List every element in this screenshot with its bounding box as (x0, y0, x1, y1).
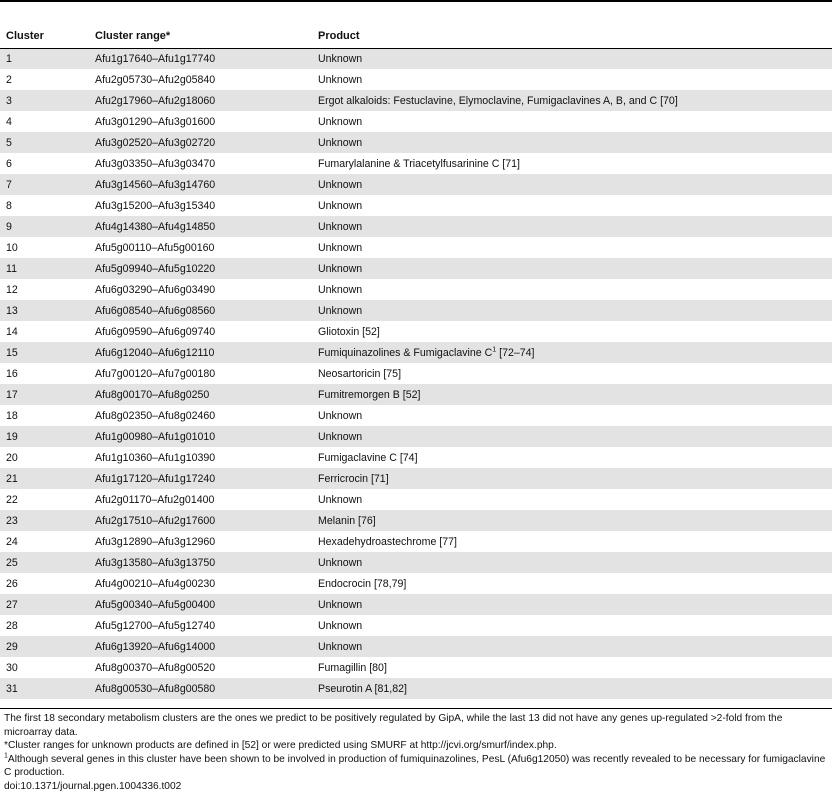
cell-product (312, 531, 832, 552)
cell-cluster-range: Afu6g12040–Afu6g12110 (95, 346, 215, 359)
footnote-1 (4, 753, 830, 780)
cell-cluster-range: Afu3g14560–Afu3g14760 (95, 178, 216, 191)
product-text: Ergot alkaloids: Festuclavine, Elymoclavine, Fumigaclavines A, B, and C [70] (318, 94, 678, 107)
table-row (0, 279, 832, 300)
cell-cluster: 28 (6, 619, 18, 632)
cell-cluster-range: Afu6g03290–Afu6g03490 (95, 283, 216, 296)
table-row (0, 90, 832, 111)
product-text: Unknown (318, 178, 363, 191)
cell-cluster-range: Afu1g17640–Afu1g17740 (95, 52, 216, 65)
cell-product (312, 573, 832, 594)
table-row (0, 195, 832, 216)
table-row (0, 531, 832, 552)
table-row (0, 174, 832, 195)
cell-product (312, 510, 832, 531)
table-row (0, 258, 832, 279)
table-row (0, 510, 832, 531)
cell-product (312, 447, 832, 468)
cell-cluster: 9 (6, 220, 12, 233)
cell-product (312, 111, 832, 132)
table-row (0, 342, 832, 363)
table-row (0, 321, 832, 342)
product-text: Unknown (318, 73, 363, 86)
table-row (0, 48, 832, 69)
cell-product (312, 384, 832, 405)
product-text: Unknown (318, 640, 363, 653)
cell-cluster: 11 (6, 262, 17, 275)
cell-cluster: 23 (6, 514, 18, 527)
table-row (0, 657, 832, 678)
cell-cluster: 24 (6, 535, 18, 548)
cell-cluster: 15 (6, 346, 18, 359)
product-text: Unknown (318, 136, 363, 149)
cell-cluster: 14 (6, 325, 18, 338)
product-text: Unknown (318, 430, 363, 443)
footnote-asterisk: *Cluster ranges for unknown products are defined in [52] or were predicted using SMURF at http://jcvi.org/smurf/index.php. (4, 740, 557, 751)
cell-cluster-range: Afu2g05730–Afu2g05840 (95, 73, 216, 86)
table-row (0, 573, 832, 594)
product-text: Unknown (318, 115, 363, 128)
cell-product (312, 48, 832, 69)
table-row (0, 111, 832, 132)
cell-cluster: 27 (6, 598, 18, 611)
product-text: Fumitremorgen B [52] (318, 388, 421, 401)
cell-cluster-range: Afu6g08540–Afu6g08560 (95, 304, 216, 317)
product-text: Fumigaclavine C [74] (318, 451, 418, 464)
doi-line: doi:10.1371/journal.pgen.1004336.t002 (4, 780, 182, 792)
cell-cluster: 22 (6, 493, 18, 506)
product-text: Unknown (318, 493, 363, 506)
cell-cluster-range: Afu5g09940–Afu5g10220 (95, 262, 216, 275)
cell-cluster-range: Afu3g15200–Afu3g15340 (95, 199, 216, 212)
cell-cluster-range: Afu2g01170–Afu2g01400 (95, 493, 215, 506)
table-row (0, 426, 832, 447)
table-row (0, 153, 832, 174)
cell-cluster-range: Afu8g00170–Afu8g0250 (95, 388, 210, 401)
table-row (0, 384, 832, 405)
cell-product (312, 594, 832, 615)
product-text: Gliotoxin [52] (318, 325, 380, 338)
cell-cluster-range: Afu1g17120–Afu1g17240 (95, 472, 216, 485)
cell-cluster-range: Afu6g09590–Afu6g09740 (95, 325, 216, 338)
cell-product (312, 615, 832, 636)
table-row (0, 300, 832, 321)
table-row (0, 489, 832, 510)
cell-cluster: 19 (6, 430, 18, 443)
table-row (0, 615, 832, 636)
cell-cluster: 29 (6, 640, 18, 653)
footnote-1-text: Although several genes in this cluster have been shown to be involved in production of fumiquinazolines, PesL (Afu6g12050) was recently revealed to be necessary for fumigaclavine C production. (4, 753, 826, 778)
product-text: Unknown (318, 199, 363, 212)
cell-cluster: 20 (6, 451, 18, 464)
table-row (0, 468, 832, 489)
cell-cluster-range: Afu6g13920–Afu6g14000 (95, 640, 216, 653)
cell-cluster: 26 (6, 577, 18, 590)
cell-cluster: 13 (6, 304, 18, 317)
cell-product (312, 216, 832, 237)
header-row (0, 24, 832, 48)
cell-product (312, 363, 832, 384)
cell-cluster: 21 (6, 472, 18, 485)
top-rule (0, 0, 832, 2)
product-text: Pseurotin A [81,82] (318, 682, 407, 695)
cell-cluster-range: Afu1g00980–Afu1g01010 (95, 430, 216, 443)
product-text: Unknown (318, 556, 363, 569)
cell-cluster-range: Afu4g14380–Afu4g14850 (95, 220, 216, 233)
product-text: Unknown (318, 283, 363, 296)
product-text: Unknown (318, 598, 363, 611)
cell-cluster-range: Afu5g12700–Afu5g12740 (95, 619, 216, 632)
cell-cluster: 4 (6, 115, 12, 128)
cell-product (312, 426, 832, 447)
cell-product (312, 678, 832, 699)
cell-cluster-range: Afu7g00120–Afu7g00180 (95, 367, 216, 380)
cell-cluster-range: Afu8g00370–Afu8g00520 (95, 661, 216, 674)
cell-cluster: 30 (6, 661, 18, 674)
cell-product (312, 300, 832, 321)
table-row (0, 216, 832, 237)
product-text: Endocrocin [78,79] (318, 577, 407, 590)
table-row (0, 237, 832, 258)
cell-cluster-range: Afu1g10360–Afu1g10390 (95, 451, 216, 464)
cell-cluster-range: Afu3g01290–Afu3g01600 (95, 115, 216, 128)
footnote-marker: 1 (492, 345, 497, 353)
cell-cluster-range: Afu5g00110–Afu5g00160 (95, 241, 215, 254)
header-cluster: Cluster (6, 29, 44, 42)
cell-product (312, 258, 832, 279)
product-text: Unknown (318, 304, 363, 317)
table-row (0, 678, 832, 699)
footnote-1-marker: 1 (4, 752, 8, 760)
table-row (0, 447, 832, 468)
cell-cluster: 8 (6, 199, 12, 212)
cell-product (312, 342, 832, 363)
cell-cluster-range: Afu3g13580–Afu3g13750 (95, 556, 216, 569)
product-text: Unknown (318, 241, 363, 254)
product-text: Melanin [76] (318, 514, 376, 527)
cell-product (312, 279, 832, 300)
cell-cluster: 7 (6, 178, 12, 191)
footnote-summary: The first 18 secondary metabolism clusters are the ones we predict to be positively regulated by GipA, while the last 13 did not have any genes up-regulated >2-fold from the microarray data. (4, 713, 783, 738)
product-text: Ferricrocin [71] (318, 472, 389, 485)
product-text: Neosartoricin [75] (318, 367, 402, 380)
table-row (0, 69, 832, 90)
cluster-table (0, 24, 832, 699)
cell-cluster-range: Afu8g00530–Afu8g00580 (95, 682, 216, 695)
cell-cluster: 25 (6, 556, 18, 569)
cell-product (312, 468, 832, 489)
cell-cluster: 3 (6, 94, 12, 107)
cell-product (312, 657, 832, 678)
cell-cluster-range: Afu3g03350–Afu3g03470 (95, 157, 216, 170)
cell-product (312, 489, 832, 510)
cell-product (312, 321, 832, 342)
cell-cluster-range: Afu8g02350–Afu8g02460 (95, 409, 216, 422)
cell-cluster: 1 (6, 52, 12, 65)
cell-cluster: 31 (6, 682, 18, 695)
cell-product (312, 153, 832, 174)
cell-cluster-range: Afu4g00210–Afu4g00230 (95, 577, 216, 590)
table-row (0, 636, 832, 657)
cell-cluster: 17 (6, 388, 18, 401)
cell-cluster-range: Afu5g00340–Afu5g00400 (95, 598, 216, 611)
product-text: Fumagillin [80] (318, 661, 387, 674)
cell-product (312, 174, 832, 195)
cell-cluster: 16 (6, 367, 18, 380)
cell-cluster: 12 (6, 283, 18, 296)
cell-product (312, 90, 832, 111)
cell-cluster-range: Afu2g17960–Afu2g18060 (95, 94, 216, 107)
cell-product (312, 237, 832, 258)
table-body (0, 48, 832, 699)
cell-product (312, 69, 832, 90)
header-product: Product (318, 29, 360, 42)
product-text: Unknown (318, 262, 363, 275)
cell-cluster: 6 (6, 157, 12, 170)
cell-product (312, 132, 832, 153)
product-text: Fumiquinazolines & Fumigaclavine C (318, 346, 493, 359)
cell-cluster: 5 (6, 136, 12, 149)
table-row (0, 594, 832, 615)
table-row (0, 363, 832, 384)
product-text: Fumarylalanine & Triacetylfusarinine C [71] (318, 157, 520, 170)
cell-product (312, 636, 832, 657)
product-text: Unknown (318, 409, 363, 422)
cell-cluster-range: Afu3g12890–Afu3g12960 (95, 535, 216, 548)
product-text: Unknown (318, 619, 363, 632)
table-row (0, 405, 832, 426)
cell-cluster-range: Afu3g02520–Afu3g02720 (95, 136, 216, 149)
cell-product (312, 195, 832, 216)
table-row (0, 132, 832, 153)
cell-cluster-range: Afu2g17510–Afu2g17600 (95, 514, 216, 527)
bottom-rule (0, 708, 832, 709)
product-text: Unknown (318, 52, 363, 65)
cell-cluster: 10 (6, 241, 18, 254)
table-row (0, 552, 832, 573)
product-text: Hexadehydroastechrome [77] (318, 535, 457, 548)
cell-product (312, 405, 832, 426)
cell-cluster: 18 (6, 409, 18, 422)
product-text: Unknown (318, 220, 363, 233)
product-reference: [72–74] (496, 346, 535, 359)
header-cluster-range: Cluster range* (95, 29, 171, 42)
cell-cluster: 2 (6, 73, 12, 86)
table-footnotes (4, 712, 830, 793)
cell-product (312, 552, 832, 573)
